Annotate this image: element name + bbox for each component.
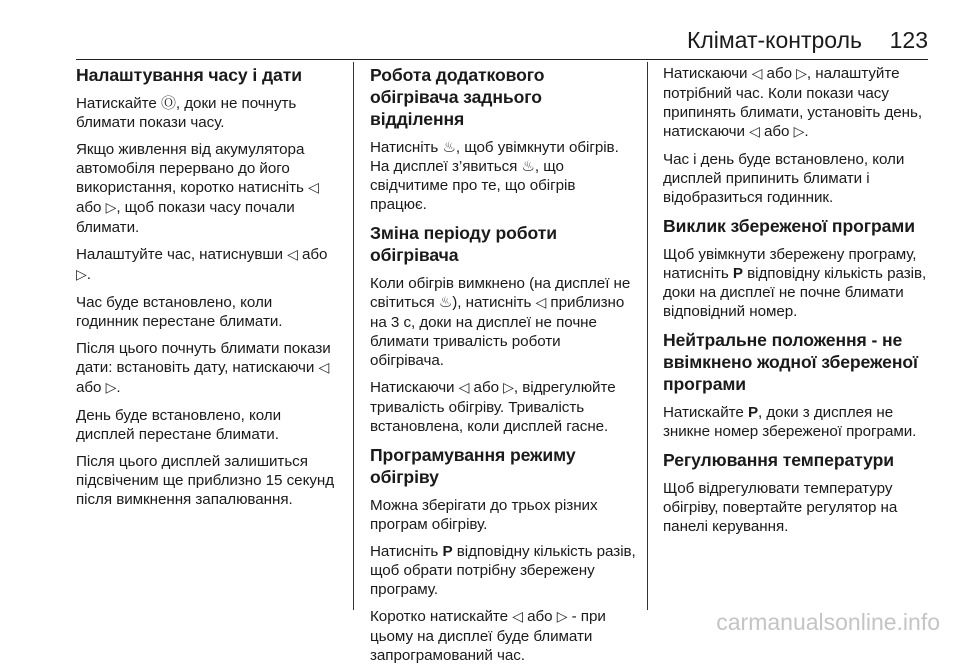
section-heading: Налаштування часу і дати	[76, 65, 302, 85]
paragraph	[663, 403, 933, 441]
text-run: Натисніть	[370, 543, 443, 560]
right-triangle-icon: ▷	[793, 124, 805, 140]
text-run: .	[116, 379, 121, 396]
text-run: - при цьому на дисплеї буде блимати запрограмований час.	[370, 608, 606, 664]
text-run: або	[76, 379, 106, 396]
text-run: Налаштуйте час, натиснувши	[76, 246, 288, 263]
paragraph	[663, 64, 933, 142]
section-heading: Зміна періоду роботи обігрівача	[370, 223, 557, 265]
page-number: 123	[889, 27, 928, 53]
p-button-label: P	[747, 404, 759, 421]
right-triangle-icon: ▷	[796, 66, 807, 82]
text-run: Час і день буде встановлено, коли дисплей припинить блимати і відобразиться годинник.	[663, 151, 905, 206]
text-run: Можна зберігати до трьох різних програм обігріву.	[370, 497, 598, 533]
text-run: , відрегулюйте тривалість обігріву. Тривалість встановлена, коли дисплей гасне.	[370, 379, 616, 435]
left-triangle-icon: ◁	[287, 247, 298, 263]
paragraph	[76, 293, 336, 331]
left-triangle-icon: ◁	[458, 380, 470, 396]
paragraph	[370, 274, 636, 370]
heater-icon: ♨	[442, 138, 456, 156]
page-title: Клімат-контроль	[686, 27, 862, 53]
text-run: Натискайте	[76, 95, 161, 112]
text-run: Час буде встановлено, коли годинник перестане блимати.	[76, 294, 283, 330]
text-run: Натисніть	[370, 139, 443, 156]
section-heading: Регулювання температури	[663, 450, 894, 470]
left-triangle-icon: ◁	[512, 609, 523, 625]
watermark: carmanualsonline.info	[716, 609, 940, 635]
text-run: приблизно на 3 с, доки на дисплеї не почне блимати тривалість роботи обігрівача.	[370, 294, 625, 369]
text-run: або	[469, 379, 504, 396]
heater-icon: ♨	[521, 157, 535, 175]
right-triangle-icon: ▷	[105, 200, 117, 216]
text-run: , щоб покази часу почали блимати.	[76, 199, 295, 236]
text-run: або	[76, 199, 106, 216]
text-run: або	[297, 246, 328, 263]
left-triangle-icon: ◁	[308, 180, 319, 196]
clock-icon: Ⓞ	[160, 94, 176, 112]
text-run: Коли обігрів вимкнено (на дисплеї не світиться	[370, 275, 631, 311]
left-triangle-icon: ◁	[318, 360, 330, 376]
paragraph	[663, 245, 933, 321]
text-run: День буде встановлено, коли дисплей перестане блимати.	[76, 407, 282, 443]
text-run: , доки не почнуть блимати покази часу.	[76, 95, 297, 131]
heater-icon: ♨	[438, 293, 453, 311]
page-header	[76, 25, 928, 60]
text-run: Натискаючи	[370, 379, 459, 396]
paragraph	[76, 140, 336, 237]
text-run: Після цього дисплей залишиться підсвіченим ще приблизно 15 секунд після вимкнення запалювання.	[76, 453, 335, 508]
text-run: Якщо живлення від акумулятора автомобіля перервано до його використання, коротко натисніть	[76, 141, 309, 196]
paragraph	[370, 378, 636, 436]
p-button-label: P	[732, 265, 743, 282]
column-1	[76, 64, 336, 610]
right-triangle-icon: ▷	[556, 609, 568, 625]
paragraph	[76, 94, 336, 132]
right-triangle-icon: ▷	[105, 380, 117, 396]
right-triangle-icon: ▷	[76, 267, 87, 283]
right-triangle-icon: ▷	[503, 380, 514, 396]
column-2	[370, 64, 636, 664]
text-run: або	[522, 608, 557, 625]
text-run: відповідну кількість разів, доки на дисплеї не почне блимати відповідний номер.	[663, 265, 927, 320]
paragraph	[76, 339, 336, 398]
text-run: ), натисніть	[452, 294, 536, 311]
left-triangle-icon: ◁	[749, 124, 760, 140]
section-heading: Робота додаткового обігрівача заднього відділення	[370, 65, 545, 129]
text-run: або	[759, 123, 794, 140]
text-run: , що свідчитиме про те, що обігрів працює.	[370, 158, 576, 213]
column-divider	[647, 62, 648, 610]
section-heading: Нейтральне положення - не ввімкнено жодної збереженої програми	[663, 330, 918, 394]
text-run: , налаштуйте потрібний час. Коли покази часу припинять блимати, установіть день, натискаючи	[663, 65, 923, 140]
text-run: , доки з дисплея не зникне номер збереженої програми.	[663, 404, 917, 440]
column-divider	[353, 62, 354, 610]
text-run: Щоб увімкнути збережену програму, натисніть	[663, 246, 917, 282]
left-triangle-icon: ◁	[535, 295, 547, 311]
column-3	[663, 64, 933, 610]
paragraph	[76, 245, 336, 285]
paragraph	[370, 607, 636, 665]
text-run: .	[804, 123, 809, 140]
text-run: Натискайте	[663, 404, 748, 421]
p-button-label: P	[442, 543, 453, 560]
text-run: .	[86, 266, 91, 283]
paragraph	[370, 138, 636, 214]
text-run: Коротко натискайте	[370, 608, 513, 625]
section-heading: Програмування режиму обігріву	[370, 445, 576, 487]
text-run: Щоб відрегулювати температуру обігріву, повертайте регулятор на панелі керування.	[663, 480, 898, 535]
text-run: Натискаючи	[663, 65, 752, 82]
left-triangle-icon: ◁	[751, 66, 763, 82]
paragraph	[663, 150, 933, 207]
text-run: , щоб увімкнути обігрів. На дисплеї з’явиться	[370, 139, 619, 175]
paragraph	[370, 542, 636, 599]
text-run: Після цього почнуть блимати покази дати: встановіть дату, натискаючи	[76, 340, 331, 376]
paragraph	[663, 479, 933, 536]
paragraph	[370, 496, 636, 534]
section-heading: Виклик збереженої програми	[663, 216, 915, 236]
text-run: або	[762, 65, 797, 82]
text-run: відповідну кількість разів, щоб обрати потрібну збережену програму.	[370, 543, 636, 598]
paragraph	[76, 406, 336, 444]
paragraph	[76, 452, 336, 509]
